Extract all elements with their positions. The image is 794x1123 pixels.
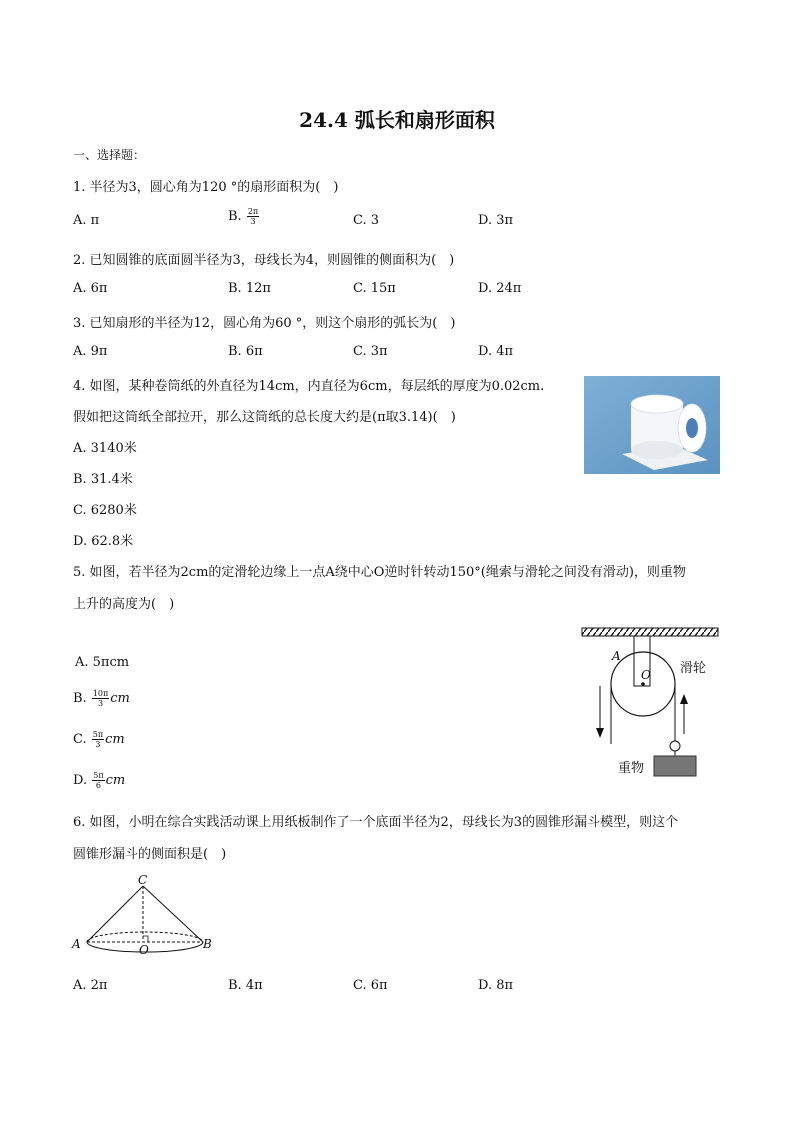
q5-option-b (73, 689, 130, 708)
q2-option-d: D. 24π (478, 281, 522, 296)
q5-option-d-prefix: D. (73, 773, 88, 788)
label-weight: 重物 (618, 761, 645, 776)
right-angle-mark (143, 936, 148, 942)
q4-option-c: C. 6280米 (73, 503, 137, 518)
question-4-stem-line2: 假如把这筒纸全部拉开，那么这筒纸的总长度大约是(π取3.14)( ) (73, 410, 456, 425)
question-6-stem-line1: 6. 如图，小明在综合实践活动课上用纸板制作了一个底面半径为2，母线长为3的圆锥形漏斗模型，则这个 (73, 815, 679, 830)
q6-option-a: A. 2π (73, 978, 108, 993)
q5-option-c (73, 730, 125, 749)
question-2-stem: 2. 已知圆锥的底面圆半径为3，母线长为4，则圆锥的侧面积为( ) (73, 253, 455, 268)
weight-block (654, 756, 696, 776)
q4-option-b: B. 31.4米 (73, 472, 133, 487)
ceiling (582, 628, 718, 636)
q3-option-b: B. 6π (228, 344, 263, 359)
cone-slant-right (143, 886, 203, 942)
toilet-paper-photo (584, 376, 720, 474)
q5-option-b-prefix: B. (73, 691, 87, 706)
q5-b-numerator: 10π (92, 689, 109, 698)
q5-option-c-unit: cm (105, 732, 125, 747)
label-O: O (139, 943, 149, 957)
label-C: C (138, 873, 148, 887)
base-back-arc (87, 932, 203, 942)
q4-option-a: A. 3140米 (73, 441, 137, 456)
cone-diagram (66, 870, 226, 962)
q1-option-b-fraction (247, 207, 259, 226)
q5-option-c-fraction (92, 730, 104, 749)
label-pulley: 滑轮 (680, 661, 707, 676)
q5-option-c-prefix: C. (73, 732, 87, 747)
q3-option-c: C. 3π (353, 344, 388, 359)
q3-option-d: D. 4π (478, 344, 514, 359)
q1-option-c: C. 3 (353, 213, 380, 228)
q5-option-b-unit: cm (110, 691, 130, 706)
q1-option-b (228, 207, 260, 226)
q5-option-d (73, 771, 125, 790)
question-1-stem: 1. 半径为3，圆心角为120 °的扇形面积为( ) (73, 180, 339, 195)
q5-option-d-unit: cm (105, 773, 126, 788)
pulley-diagram (578, 624, 724, 784)
q1-option-a: A. π (73, 213, 100, 228)
q5-option-d-fraction (92, 771, 104, 790)
question-4-stem-line1: 4. 如图，某种卷筒纸的外直径为14cm，内直径为6cm，每层纸的厚度为0.02cm. (73, 379, 545, 394)
label-O: O (641, 668, 651, 682)
q5-option-b-fraction (92, 689, 109, 708)
q1-option-d: D. 3π (478, 213, 514, 228)
q6-option-b: B. 4π (228, 978, 263, 993)
q5-d-numerator: 5π (93, 771, 104, 780)
q5-d-denominator: 6 (95, 781, 101, 790)
question-6-stem-line2: 圆锥形漏斗的侧面积是( ) (73, 847, 227, 862)
q5-c-denominator: 3 (95, 740, 101, 749)
up-arrowhead (680, 694, 688, 704)
label-B: B (203, 937, 212, 951)
pulley-center (641, 682, 645, 686)
question-5-stem-line2: 上升的高度为( ) (73, 597, 175, 612)
label-A: A (72, 937, 81, 951)
q6-option-c: C. 6π (353, 978, 388, 993)
down-arrowhead (596, 728, 604, 738)
question-3-stem: 3. 已知扇形的半径为12，圆心角为60 °，则这个扇形的弧长为( ) (73, 316, 456, 331)
q1-b-numerator: 2π (247, 207, 259, 216)
label-A: A (612, 649, 621, 663)
q5-option-a: A. 5πcm (75, 655, 130, 670)
q3-option-a: A. 9π (73, 344, 108, 359)
q5-b-denominator: 3 (98, 699, 104, 708)
section-heading: 一、选择题： (73, 148, 146, 162)
q2-option-a: A. 6π (73, 281, 108, 296)
q5-c-numerator: 5π (92, 730, 104, 739)
q6-option-d: D. 8π (478, 978, 514, 993)
q2-option-b: B. 12π (228, 281, 271, 296)
hook-ring (670, 741, 680, 751)
q1-option-b-prefix: B. (228, 209, 242, 224)
question-5-stem-line1: 5. 如图，若半径为2cm的定滑轮边缘上一点A绕中心O逆时针转动150°(绳索与滑轮之间没有滑动)，则重物 (73, 565, 686, 580)
q2-option-c: C. 15π (353, 281, 396, 296)
q1-b-denominator: 3 (250, 217, 256, 226)
q4-option-d: D. 62.8米 (73, 534, 134, 549)
page-title: 24.4 弧长和扇形面积 (299, 108, 495, 132)
